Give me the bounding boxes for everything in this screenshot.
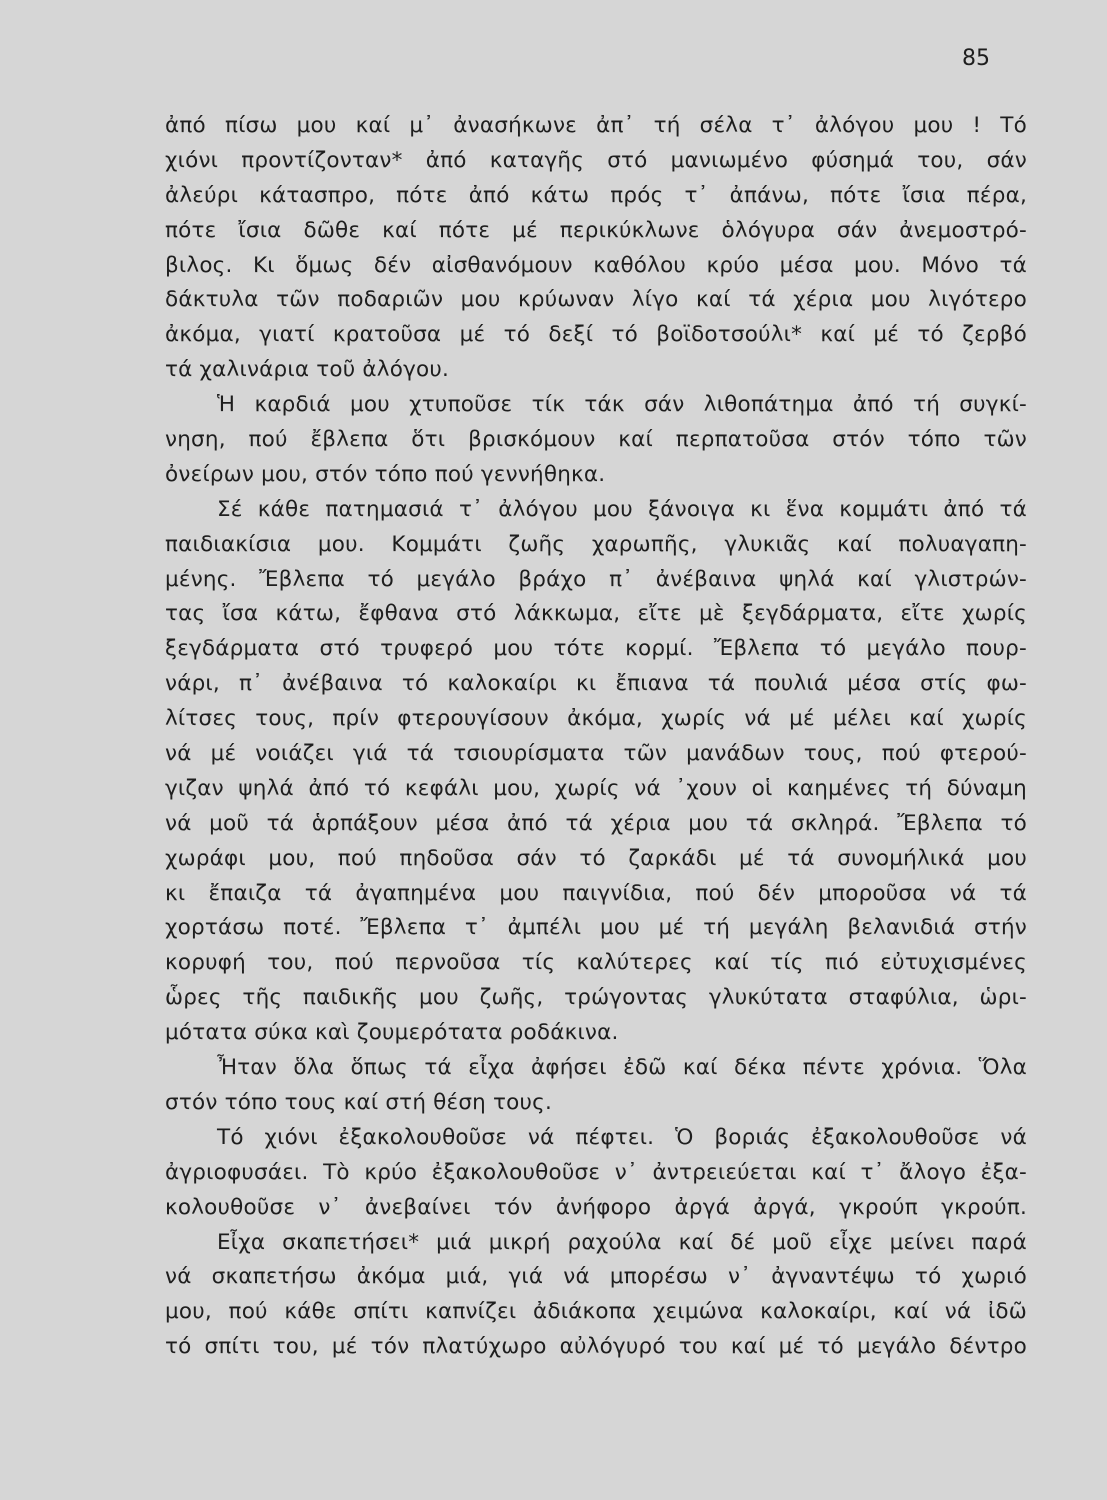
text-line: λίτσες τους, πρίν φτερουγίσουν ἀκόμα, χωρίς νά μέ μέλει καί χωρίς	[165, 706, 1027, 732]
text-line: τας ἴσα κάτω, ἔφθανα στό λάκκωμα, εἴτε μὲ ξεγδάρματα, εἴτε χωρίς	[165, 601, 1027, 627]
text-line: δάκτυλα τῶν ποδαριῶν μου κρύωναν λίγο καί τά χέρια μου λιγότερο	[165, 287, 1027, 313]
text-line: τό σπίτι του, μέ τόν πλατύχωρο αὐλόγυρό του καί μέ τό μεγάλο δέντρο	[165, 1334, 1027, 1360]
text-line: χιόνι προντίζονταν* ἀπό καταγῆς στό μανιωμένο φύσημά του, σάν	[165, 147, 1027, 173]
text-line: Σέ κάθε πατημασιά τ᾽ ἀλόγου μου ξάνοιγα κι ἕνα κομμάτι ἀπό τά	[217, 496, 1027, 522]
text-line: πότε ἴσια δῶθε καί πότε μέ περικύκλωνε ὁλόγυρα σάν ἀνεμοστρό-	[165, 217, 1027, 243]
text-line: ἀλεύρι κάτασπρο, πότε ἀπό κάτω πρός τ᾽ ἀπάνω, πότε ἴσια πέρα,	[165, 182, 1027, 208]
text-line: ξεγδάρματα στό τρυφερό μου τότε κορμί. Ἔβλεπα τό μεγάλο πουρ-	[165, 636, 1027, 662]
text-line: μότατα σύκα καὶ ζουμερότατα ροδάκινα.	[165, 1020, 619, 1046]
text-line: κολουθοῦσε ν᾽ ἀνεβαίνει τόν ἀνήφορο ἀργά ἀργά, γκρούπ γκρούπ.	[165, 1194, 1027, 1220]
text-line: νά μοῦ τά ἁρπάξουν μέσα ἀπό τά χέρια μου τά σκληρά. Ἔβλεπα τό	[165, 810, 1027, 836]
text-line: χωράφι μου, πού πηδοῦσα σάν τό ζαρκάδι μέ τά συνομήλικά μου	[165, 845, 1027, 871]
text-line: παιδιακίσια μου. Κομμάτι ζωῆς χαρωπῆς, γλυκιᾶς καί πολυαγαπη-	[165, 531, 1027, 557]
text-line: Τό χιόνι ἐξακολουθοῦσε νά πέφτει. Ὁ βοριάς ἐξακολουθοῦσε νά	[217, 1124, 1027, 1150]
text-line: Ἦταν ὅλα ὅπως τά εἶχα ἀφήσει ἐδῶ καί δέκα πέντε χρόνια. Ὅλα	[217, 1055, 1027, 1081]
text-line: ἀκόμα, γιατί κρατοῦσα μέ τό δεξί τό βοϊδοτσούλι* καί μέ τό ζερβό	[165, 322, 1027, 348]
text-line: ἀπό πίσω μου καί μ᾽ ἀνασήκωνε ἀπ᾽ τή σέλα τ᾽ ἀλόγου μου ! Τό	[165, 113, 1027, 138]
text-line: ὧρες τῆς παιδικῆς μου ζωῆς, τρώγοντας γλυκύτατα σταφύλια, ὡρι-	[165, 985, 1027, 1011]
text-line: στόν τόπο τους καί στή θέση τους.	[165, 1089, 553, 1115]
text-line: βιλος. Κι ὅμως δέν αἰσθανόμουν καθόλου κρύο μέσα μου. Μόνο τά	[165, 252, 1027, 278]
text-line: κορυφή του, πού περνοῦσα τίς καλύτερες καί τίς πιό εὐτυχισμένες	[165, 950, 1027, 976]
text-line: νά μέ νοιάζει γιά τά τσιουρίσματα τῶν μανάδων τους, πού φτερού-	[165, 741, 1027, 767]
text-line: μένης. Ἔβλεπα τό μεγάλο βράχο π᾽ ἀνέβαινα ψηλά καί γλιστρών-	[165, 566, 1027, 592]
text-line: νηση, πού ἔβλεπα ὅτι βρισκόμουν καί περπατοῦσα στόν τόπο τῶν	[165, 427, 1027, 453]
text-line: κι ἔπαιζα τά ἀγαπημένα μου παιγνίδια, πού δέν μποροῦσα νά τά	[165, 880, 1027, 906]
text-line: Εἶχα σκαπετήσει* μιά μικρή ραχούλα καί δέ μοῦ εἶχε μείνει παρά	[217, 1229, 1027, 1255]
text-line: νά σκαπετήσω ἀκόμα μιά, γιά νά μπορέσω ν᾽ ἀγναντέψω τό χωριό	[165, 1264, 1027, 1290]
text-line: Ἡ καρδιά μου χτυποῦσε τίκ τάκ σάν λιθοπάτημα ἀπό τή συγκί-	[217, 392, 1027, 418]
body-text	[165, 109, 1027, 1365]
text-line: ὀνείρων μου, στόν τόπο πού γεννήθηκα.	[165, 461, 606, 487]
text-line: χορτάσω ποτέ. Ἔβλεπα τ᾽ ἀμπέλι μου μέ τή μεγάλη βελανιδιά στήν	[165, 915, 1027, 941]
text-line: τά χαλινάρια τοῦ ἀλόγου.	[165, 357, 450, 383]
page-number: 85	[962, 46, 990, 71]
text-line: μου, πού κάθε σπίτι καπνίζει ἀδιάκοπα χειμώνα καλοκαίρι, καί νά ἰδῶ	[165, 1299, 1027, 1325]
text-line: νάρι, π᾽ ἀνέβαινα τό καλοκαίρι κι ἔπιανα τά πουλιά μέσα στίς φω-	[165, 671, 1027, 697]
text-line: γιζαν ψηλά ἀπό τό κεφάλι μου, χωρίς νά ᾽χουν οἱ καημένες τή δύναμη	[165, 775, 1027, 801]
text-line: ἀγριοφυσάει. Τὸ κρύο ἐξακολουθοῦσε ν᾽ ἀντρειεύεται καί τ᾽ ἄλογο ἐξα-	[165, 1159, 1027, 1185]
